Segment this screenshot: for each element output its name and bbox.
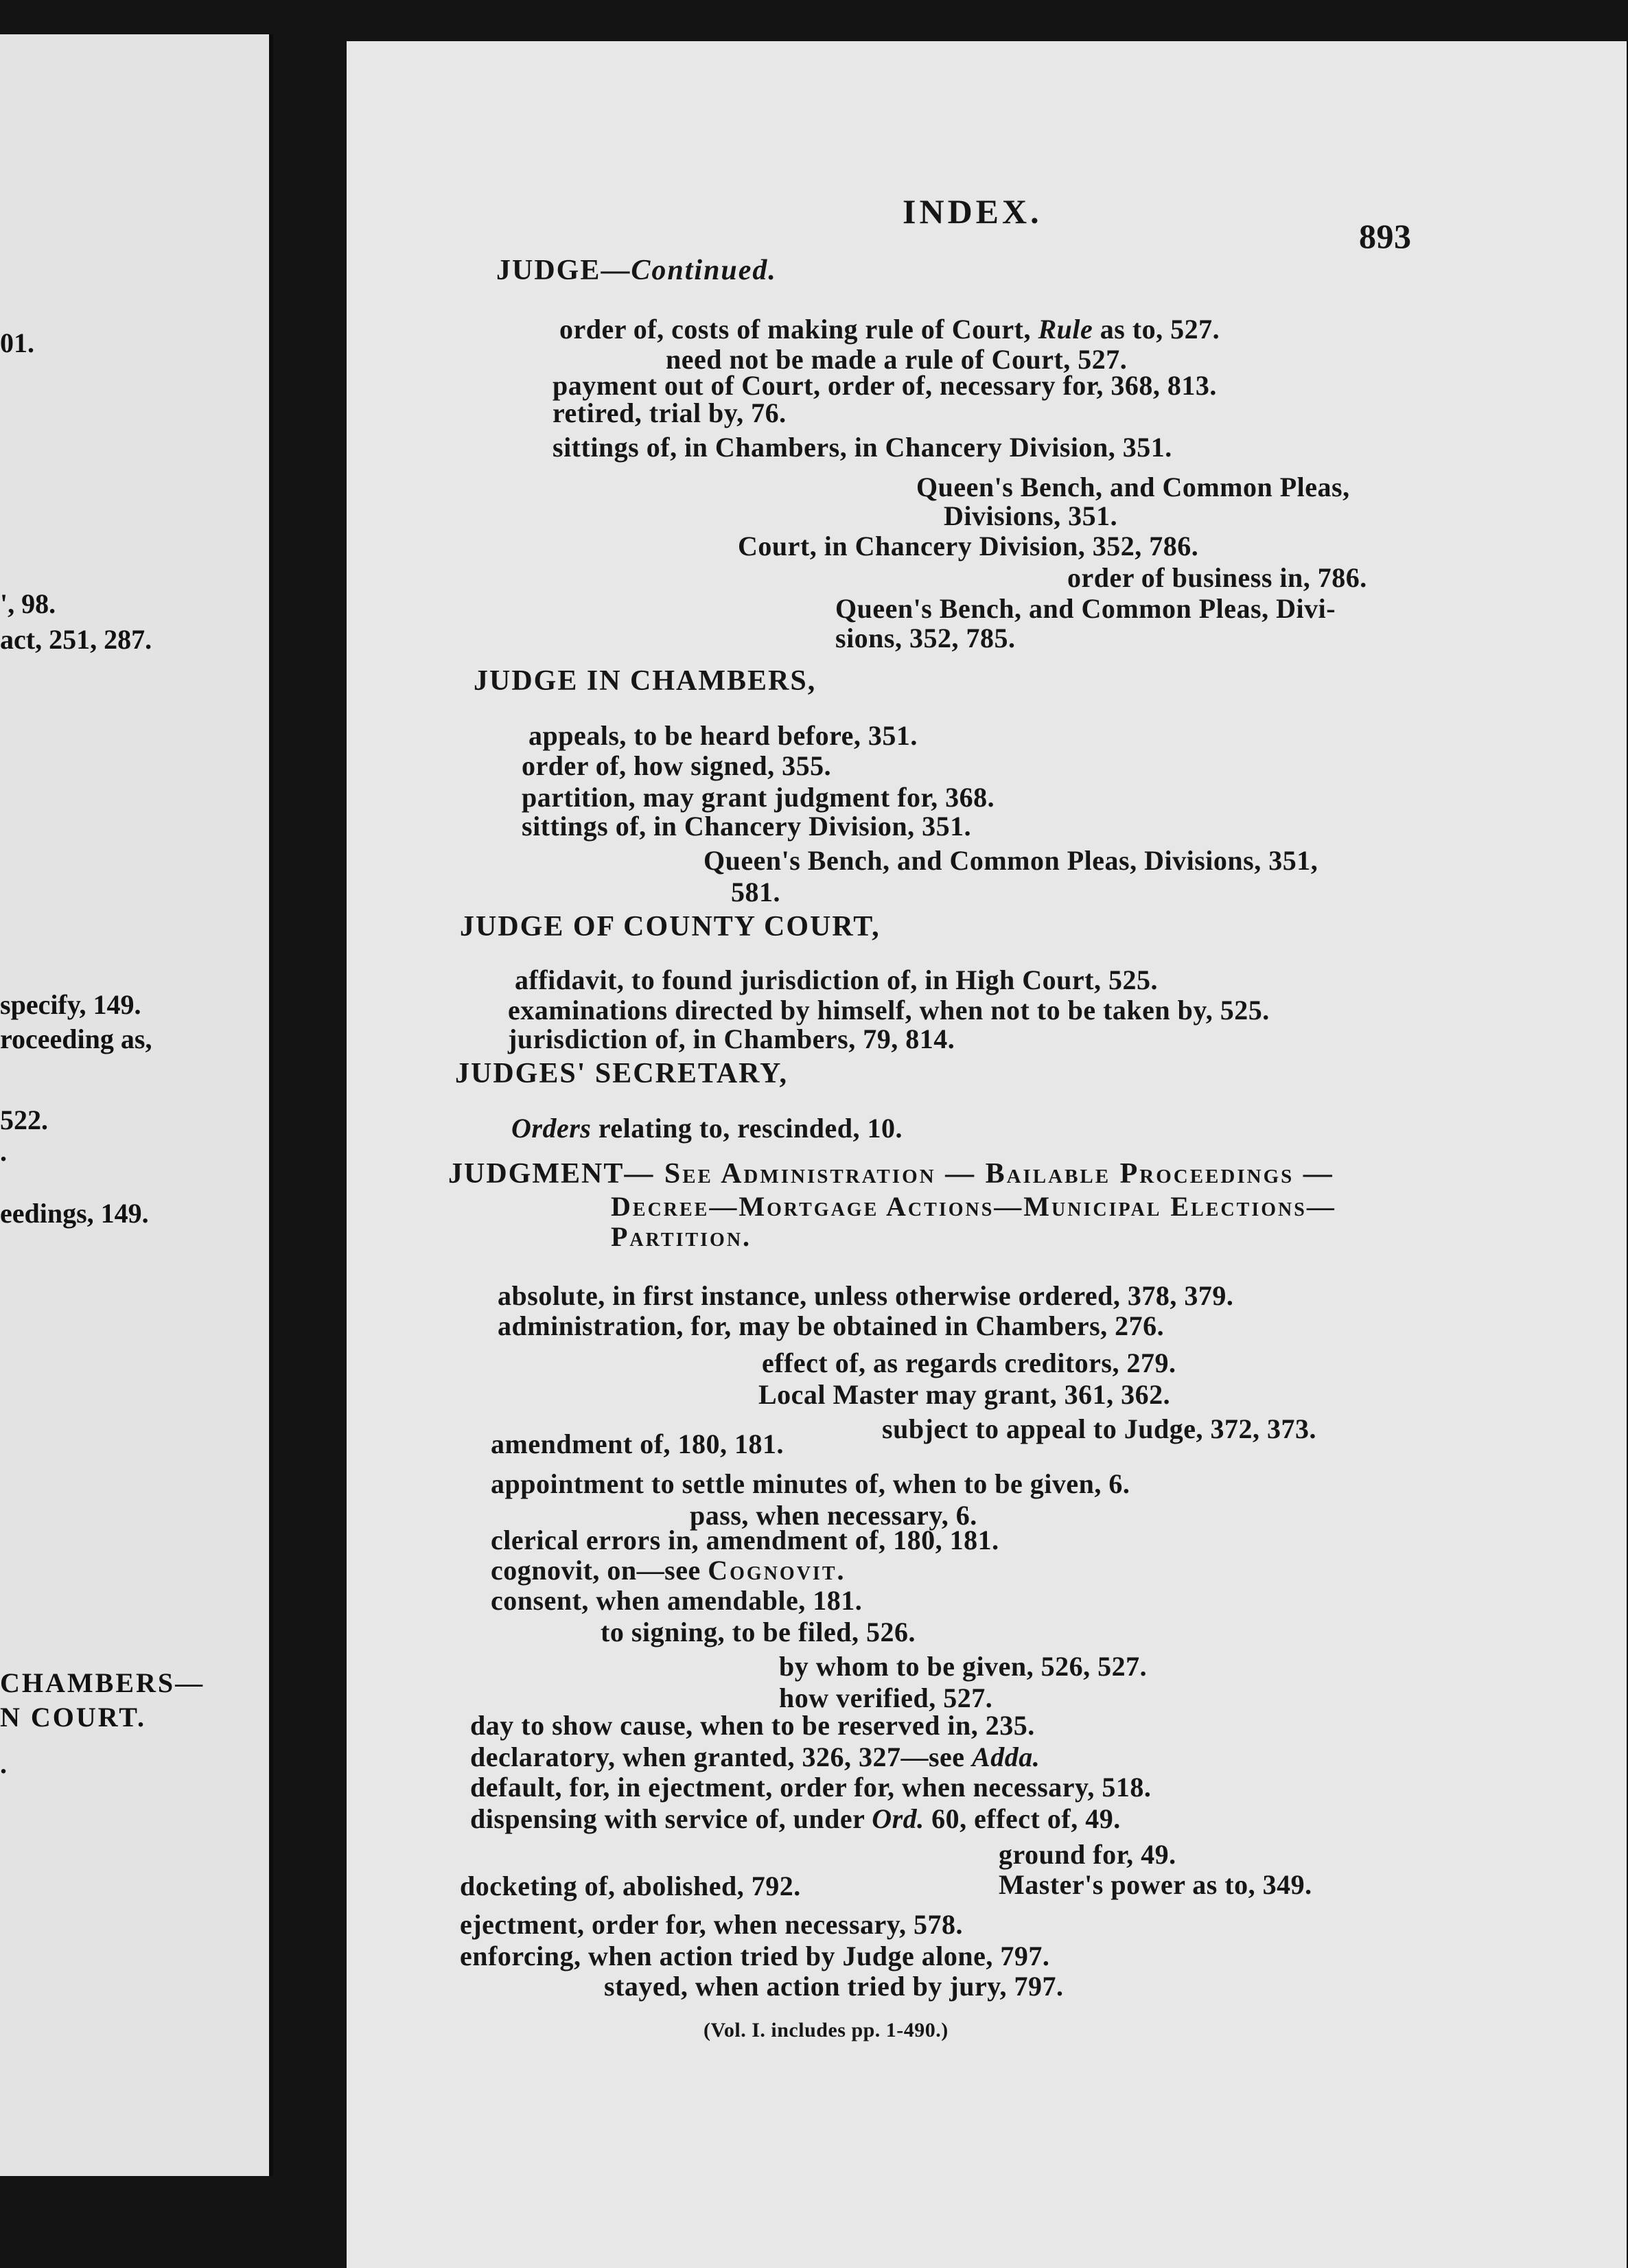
left-fragment: 522. [0,1104,48,1135]
index-line: how verified, 527. [779,1682,993,1713]
entry-heading [448,1159,1334,1189]
index-line: to signing, to be filed, 526. [601,1617,916,1647]
index-line: appeals, to be heard before, 351. [528,720,918,751]
index-line: jurisdiction of, in Chambers, 79, 814. [508,1023,955,1054]
left-fragment: ', 98. [0,588,56,619]
index-line: partition, may grant judgment for, 368. [522,782,995,813]
index-line: appointment to settle minutes of, when to be given, 6. [491,1468,1130,1499]
index-line: examinations directed by himself, when not to be taken by, 525. [508,995,1270,1026]
index-line: Divisions, 351. [944,500,1118,531]
line-text: order of, costs of making rule of Court, [559,314,1038,345]
left-fragment: eedings, 149. [0,1198,149,1229]
line-italic: Rule [1038,314,1093,345]
index-line: ejectment, order for, when necessary, 578. [460,1909,964,1940]
line-text: 60, effect of, 49. [924,1803,1121,1834]
index-line: enforcing, when action tried by Judge alone, 797. [460,1941,1050,1971]
entry-heading: JUDGE IN CHAMBERS, [474,665,817,697]
left-fragment: . [0,1136,7,1167]
line-text: declaratory, when granted, 326, 327—see [470,1741,973,1772]
see-reference: Partition. [611,1221,752,1252]
index-line [470,1804,1121,1834]
page-number: 893 [1359,217,1412,255]
heading-text: JUDGMENT [448,1158,625,1190]
index-line: Queen's Bench, and Common Pleas, [916,472,1350,502]
left-fragment: specify, 149. [0,989,141,1020]
index-line [491,1555,846,1586]
index-line: ground for, 49. [999,1839,1176,1870]
index-line [511,1113,903,1144]
cross-reference: Cognovit. [708,1555,846,1586]
left-fragment: act, 251, 287. [0,624,152,655]
line-italic: Adda. [972,1741,1040,1772]
index-line: Queen's Bench, and Common Pleas, Divi- [835,593,1336,624]
index-line [470,1742,1040,1772]
see-reference: Decree—Mortgage Actions—Municipal Elections— [611,1191,1336,1222]
index-line: sions, 352, 785. [835,623,1016,653]
index-line: clerical errors in, amendment of, 180, 181. [491,1525,999,1555]
left-fragment: 01. [0,327,34,358]
line-text: as to, 527. [1093,314,1220,345]
left-fragment: CHAMBERS— [0,1667,205,1698]
index-line: stayed, when action tried by jury, 797. [604,1971,1064,2002]
heading-continued: Continued. [631,255,777,286]
index-line: need not be made a rule of Court, 527. [666,344,1128,375]
index-line: subject to appeal to Judge, 372, 373. [882,1413,1316,1444]
entry-heading: JUDGES' SECRETARY, [455,1058,788,1089]
index-line: Master's power as to, 349. [999,1869,1312,1900]
index-line: docketing of, abolished, 792. [460,1871,801,1901]
index-line: order of business in, 786. [1067,562,1367,593]
index-line: administration, for, may be obtained in Chambers, 276. [498,1310,1165,1341]
index-line: day to show cause, when to be reserved in, 235. [470,1710,1035,1741]
page-title: INDEX. [903,192,1043,231]
index-line: sittings of, in Chancery Division, 351. [522,811,972,842]
index-line: order of, how signed, 355. [522,750,832,781]
entry-heading: JUDGE OF COUNTY COURT, [460,911,881,942]
line-italic: Orders [511,1113,592,1144]
line-text: cognovit, on—see [491,1555,708,1586]
left-page [0,34,273,2176]
index-line: affidavit, to found jurisdiction of, in High Court, 525. [515,964,1158,995]
heading-text: JUDGE— [496,255,631,286]
entry-heading [496,255,777,286]
index-line: effect of, as regards creditors, 279. [762,1347,1176,1378]
index-line: amendment of, 180, 181. [491,1428,784,1459]
left-fragment: roceeding as, [0,1023,152,1054]
index-line: absolute, in first instance, unless otherwise ordered, 378, 379. [498,1280,1234,1311]
index-line: retired, trial by, 76. [553,397,787,428]
index-line: pass, when necessary, 6. [690,1500,977,1531]
index-line: by whom to be given, 526, 527. [779,1651,1148,1682]
left-fragment: N COURT. [0,1702,146,1733]
line-text: relating to, rescinded, 10. [591,1113,903,1144]
line-text: dispensing with service of, under [470,1803,872,1834]
left-fragment: . [0,1748,7,1779]
index-line: Local Master may grant, 361, 362. [758,1379,1171,1410]
index-line: 581. [731,877,780,907]
see-reference: — See Administration — Bailable Proceedings — [624,1158,1334,1190]
index-line: Court, in Chancery Division, 352, 786. [738,531,1199,562]
index-line: payment out of Court, order of, necessary for, 368, 813. [553,370,1217,401]
index-line: sittings of, in Chambers, in Chancery Division, 351. [553,432,1172,463]
index-line: default, for, in ejectment, order for, when necessary, 518. [470,1772,1152,1803]
index-line [559,314,1220,345]
index-line: Queen's Bench, and Common Pleas, Divisions, 351, [703,845,1318,876]
index-line: consent, when amendable, 181. [491,1585,863,1616]
line-italic: Ord. [872,1803,925,1834]
index-page [347,41,1627,2268]
footer-note: (Vol. I. includes pp. 1-490.) [703,2019,949,2041]
